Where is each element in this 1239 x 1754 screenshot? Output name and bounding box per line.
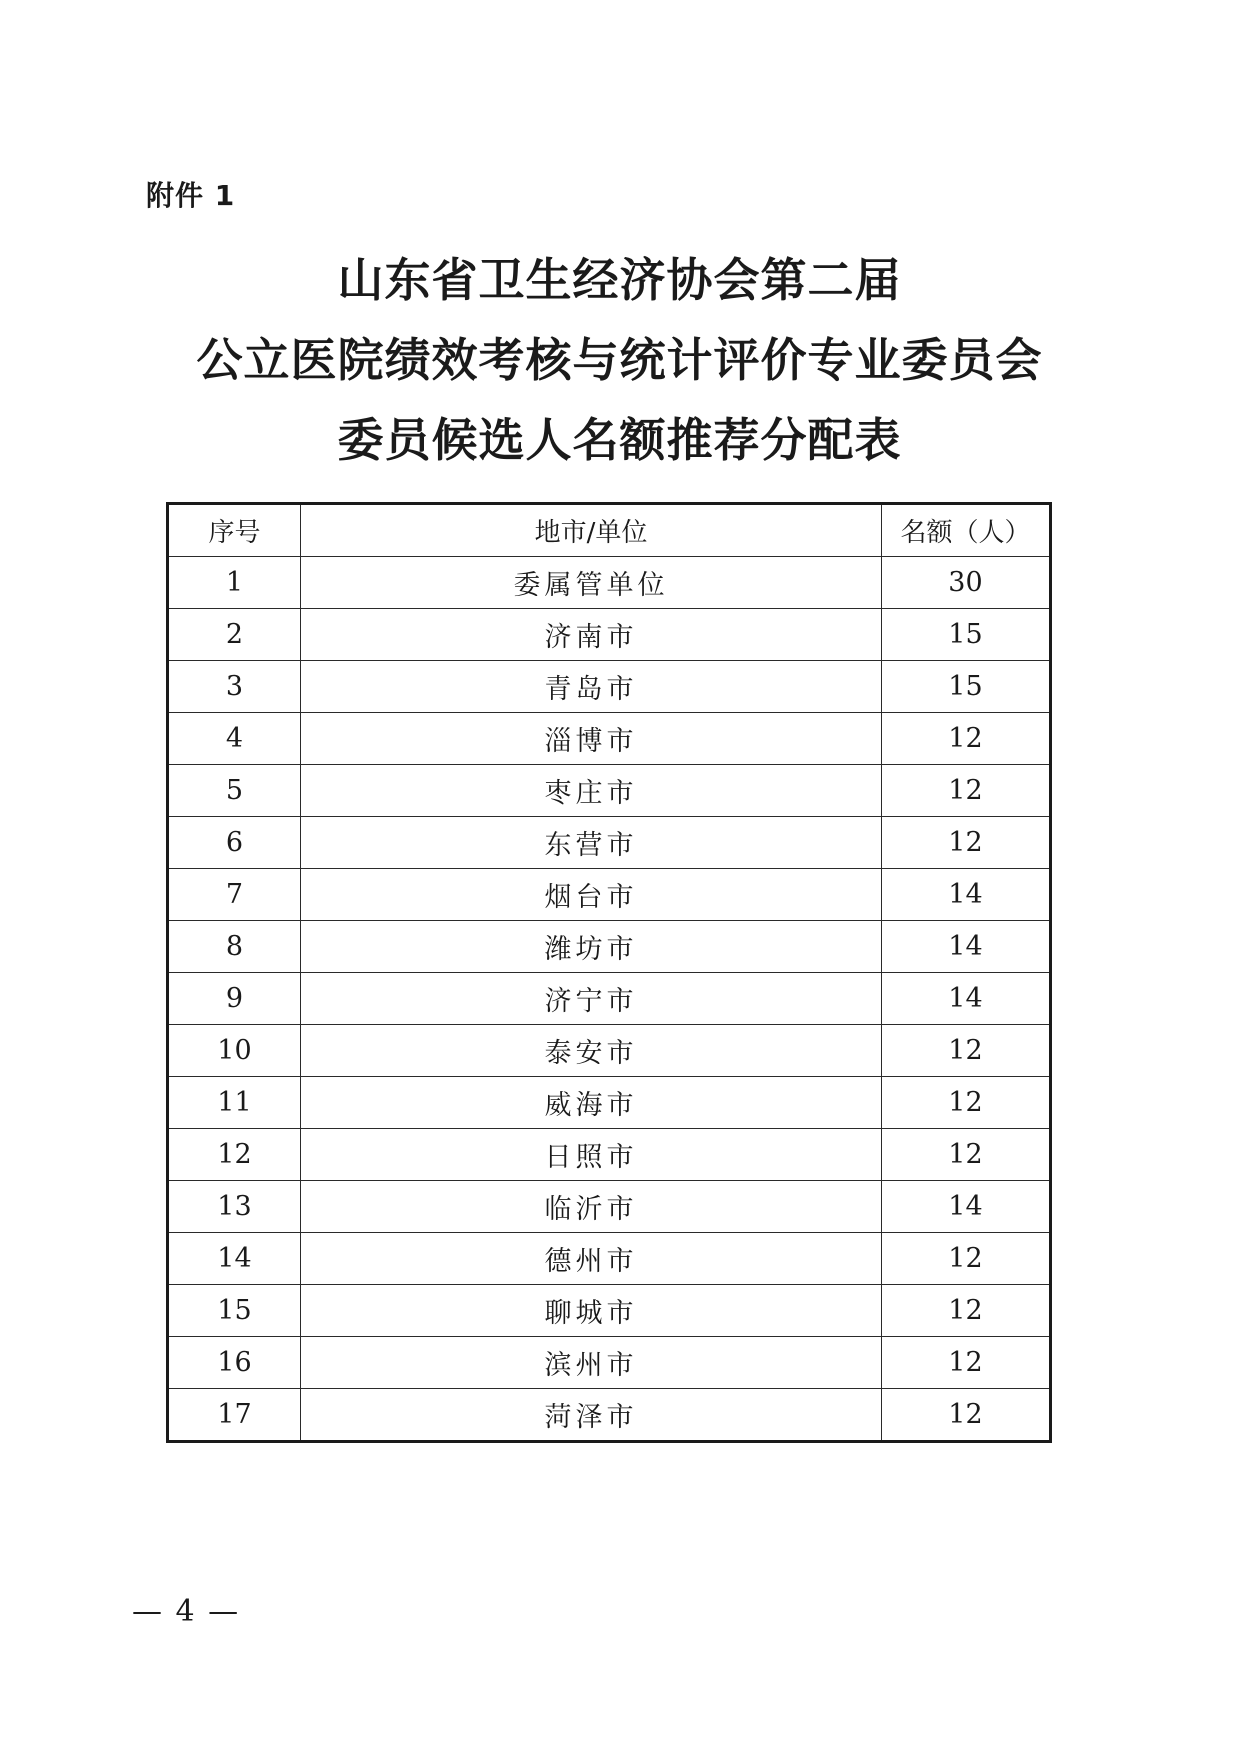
row-quota: 15: [881, 609, 1050, 661]
row-quota: 15: [881, 661, 1050, 713]
row-quota: 12: [881, 1129, 1050, 1181]
table-row: [168, 1181, 1051, 1233]
title-line-2: 公立医院绩效考核与统计评价专业委员会: [196, 333, 1043, 387]
row-unit: 威海市: [300, 1077, 881, 1129]
table-header-row: [168, 504, 1051, 557]
attachment-label: 附件 1: [146, 179, 236, 212]
row-unit: 德州市: [300, 1233, 881, 1285]
row-unit: 菏泽市: [300, 1389, 881, 1442]
table-row: [168, 713, 1051, 765]
table-row: [168, 921, 1051, 973]
row-unit: 聊城市: [300, 1285, 881, 1337]
header-quota: 名额（人）: [881, 504, 1050, 557]
row-unit: 临沂市: [300, 1181, 881, 1233]
row-quota: 12: [881, 1389, 1050, 1442]
page-number: — 4 —: [132, 1594, 241, 1629]
row-unit: 枣庄市: [300, 765, 881, 817]
row-quota: 12: [881, 1285, 1050, 1337]
row-quota: 14: [881, 1181, 1050, 1233]
table-row: [168, 869, 1051, 921]
row-unit: 委属管单位: [300, 557, 881, 609]
row-unit: 东营市: [300, 817, 881, 869]
row-quota: 12: [881, 765, 1050, 817]
row-seq: 2: [168, 609, 301, 661]
row-seq: 17: [168, 1389, 301, 1442]
row-seq: 16: [168, 1337, 301, 1389]
row-quota: 14: [881, 921, 1050, 973]
row-seq: 1: [168, 557, 301, 609]
row-unit: 济宁市: [300, 973, 881, 1025]
row-seq: 9: [168, 973, 301, 1025]
row-quota: 12: [881, 817, 1050, 869]
title-line-3: 委员候选人名额推荐分配表: [337, 413, 902, 467]
row-unit: 烟台市: [300, 869, 881, 921]
row-quota: 12: [881, 1337, 1050, 1389]
row-unit: 济南市: [300, 609, 881, 661]
title-line-1: 山东省卫生经济协会第二届: [337, 253, 902, 307]
row-quota: 14: [881, 973, 1050, 1025]
row-unit: 日照市: [300, 1129, 881, 1181]
row-quota: 12: [881, 713, 1050, 765]
row-quota: 14: [881, 869, 1050, 921]
quota-allocation-table: [166, 502, 1052, 1443]
row-seq: 4: [168, 713, 301, 765]
row-unit: 青岛市: [300, 661, 881, 713]
table-row: [168, 973, 1051, 1025]
row-seq: 10: [168, 1025, 301, 1077]
row-unit: 泰安市: [300, 1025, 881, 1077]
row-seq: 5: [168, 765, 301, 817]
table-row: [168, 1337, 1051, 1389]
row-seq: 12: [168, 1129, 301, 1181]
row-seq: 7: [168, 869, 301, 921]
table-row: [168, 609, 1051, 661]
table-row: [168, 1389, 1051, 1442]
row-unit: 淄博市: [300, 713, 881, 765]
table-row: [168, 1233, 1051, 1285]
row-quota: 30: [881, 557, 1050, 609]
table-row: [168, 1025, 1051, 1077]
row-seq: 6: [168, 817, 301, 869]
row-seq: 3: [168, 661, 301, 713]
row-quota: 12: [881, 1025, 1050, 1077]
row-unit: 滨州市: [300, 1337, 881, 1389]
table-row: [168, 1129, 1051, 1181]
row-seq: 15: [168, 1285, 301, 1337]
table-row: [168, 817, 1051, 869]
table-row: [168, 765, 1051, 817]
row-seq: 13: [168, 1181, 301, 1233]
header-seq: 序号: [168, 504, 301, 557]
row-seq: 14: [168, 1233, 301, 1285]
table-row: [168, 1285, 1051, 1337]
table-row: [168, 1077, 1051, 1129]
row-quota: 12: [881, 1233, 1050, 1285]
header-unit: 地市/单位: [300, 504, 881, 557]
row-unit: 潍坊市: [300, 921, 881, 973]
row-quota: 12: [881, 1077, 1050, 1129]
row-seq: 8: [168, 921, 301, 973]
table-row: [168, 661, 1051, 713]
row-seq: 11: [168, 1077, 301, 1129]
table-row: [168, 557, 1051, 609]
